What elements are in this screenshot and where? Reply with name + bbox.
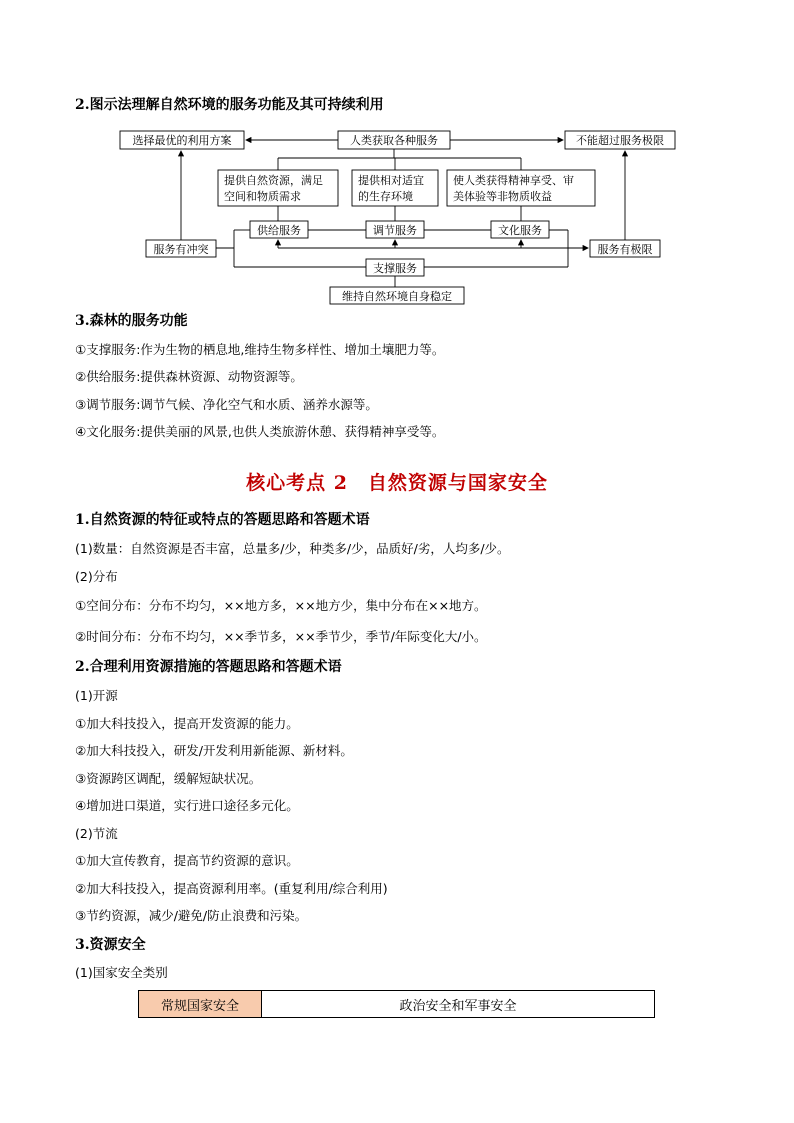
saving-label: (2)节流 — [75, 826, 118, 841]
security-heading: 3.资源安全 — [75, 937, 146, 953]
environment-line1: 提供相对适宜 — [358, 174, 424, 187]
measures-heading: 2.合理利用资源措施的答题思路和答题术语 — [75, 659, 342, 675]
service-function-diagram — [0, 0, 794, 310]
culture-benefit-line1: 使人类获得精神享受、审 — [453, 174, 574, 187]
features-heading: 1.自然资源的特征或特点的答题思路和答题术语 — [75, 512, 370, 528]
culture-benefit-line2: 美体验等非物质收益 — [453, 190, 552, 203]
resources-line1: 提供自然资源，满足 — [224, 174, 323, 187]
supporting-service-box: 支撑服务 — [373, 262, 417, 275]
forest-heading: 3.森林的服务功能 — [75, 313, 188, 329]
table-row — [139, 991, 655, 1018]
saving-item: ②加大科技投入，提高资源利用率。(重复利用/综合利用) — [75, 881, 388, 896]
human-services-box: 人类获取各种服务 — [350, 134, 438, 147]
table-row-header: 常规国家安全 — [139, 991, 262, 1018]
open-source-item: ④增加进口渠道，实行进口途径多元化。 — [75, 798, 299, 813]
quantity-text: (1)数量：自然资源是否丰富，总量多/少，种类多/少，品质好/劣，人均多/少。 — [75, 541, 510, 556]
choose-plan-box: 选择最优的利用方案 — [132, 134, 232, 147]
saving-item: ①加大宣传教育，提高节约资源的意识。 — [75, 853, 299, 868]
service-finite-box: 服务有极限 — [597, 243, 653, 256]
security-subheading: (1)国家安全类别 — [75, 965, 168, 980]
forest-item: ①支撑服务:作为生物的栖息地,维持生物多样性、增加土壤肥力等。 — [75, 342, 445, 357]
saving-item: ③节约资源，减少/避免/防止浪费和污染。 — [75, 908, 308, 923]
cultural-service-box: 文化服务 — [498, 224, 542, 237]
forest-item: ④文化服务:提供美丽的风景,也供人类旅游休憩、获得精神享受等。 — [75, 424, 445, 439]
temporal-distribution: ②时间分布：分布不均匀，××季节多，××季节少，季节/年际变化大/小。 — [75, 629, 487, 644]
section-heading: 2.图示法理解自然环境的服务功能及其可持续利用 — [75, 97, 384, 113]
resources-line2: 空间和物质需求 — [224, 190, 301, 203]
open-source-label: (1)开源 — [75, 688, 118, 703]
supply-service-box: 供给服务 — [257, 224, 301, 237]
regulating-service-box: 调节服务 — [373, 224, 417, 237]
forest-item: ③调节服务:调节气候、净化空气和水质、涵养水源等。 — [75, 397, 378, 412]
service-conflict-box: 服务有冲突 — [153, 243, 209, 256]
security-table — [138, 990, 655, 1018]
environment-line2: 的生存环境 — [358, 190, 413, 203]
spatial-distribution: ①空间分布：分布不均匀，××地方多，××地方少，集中分布在××地方。 — [75, 598, 487, 613]
table-row-value: 政治安全和军事安全 — [262, 991, 655, 1018]
distribution-label: (2)分布 — [75, 569, 118, 584]
open-source-item: ①加大科技投入，提高开发资源的能力。 — [75, 716, 299, 731]
service-limit-box: 不能超过服务极限 — [576, 134, 664, 147]
forest-item: ②供给服务:提供森林资源、动物资源等。 — [75, 369, 303, 384]
open-source-item: ③资源跨区调配，缓解短缺状况。 — [75, 771, 262, 786]
stability-box: 维持自然环境自身稳定 — [342, 290, 452, 303]
core-topic-title: 核心考点 2 自然资源与国家安全 — [246, 472, 548, 494]
open-source-item: ②加大科技投入，研发/开发利用新能源、新材料。 — [75, 743, 353, 758]
